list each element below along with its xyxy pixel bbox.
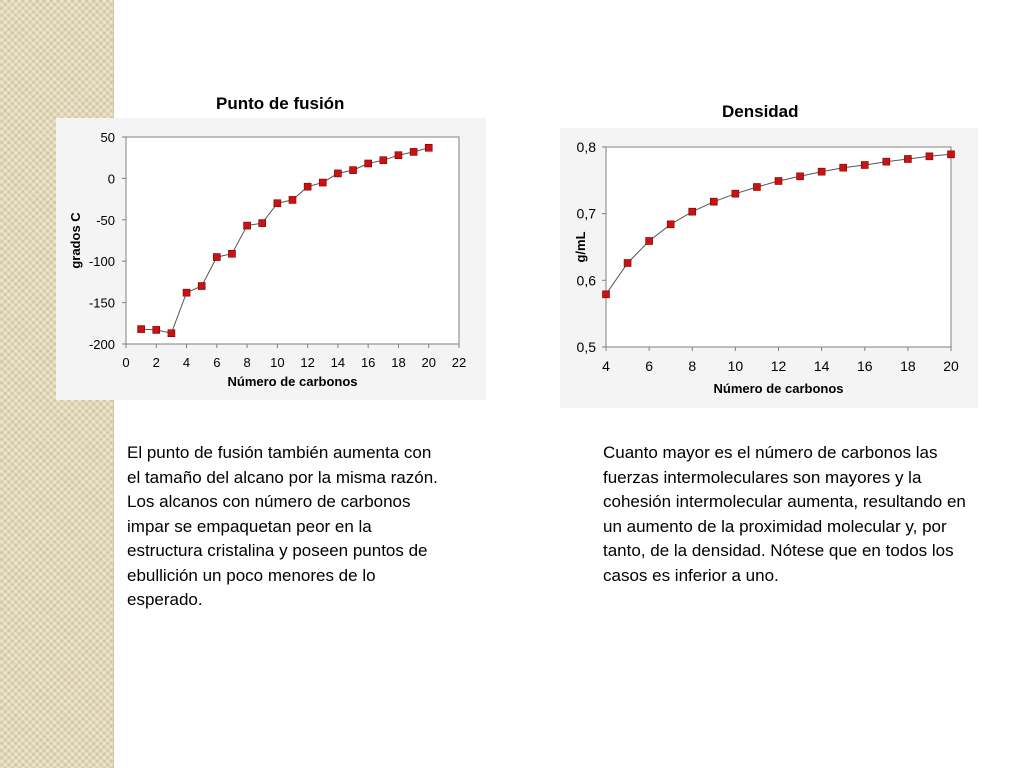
x-tick-label: 8 <box>243 355 251 370</box>
y-tick-label: 0,6 <box>576 272 596 289</box>
x-tick-label: 4 <box>182 355 191 370</box>
x-tick-label: 18 <box>391 355 406 370</box>
x-axis-label: Número de carbonos <box>227 374 358 389</box>
y-axis-label: grados C <box>68 212 83 269</box>
x-tick-label: 14 <box>813 358 830 374</box>
y-tick-label: 0,7 <box>576 205 596 222</box>
x-tick-label: 10 <box>270 355 285 370</box>
data-point <box>646 238 653 245</box>
x-tick-label: 22 <box>451 355 467 370</box>
x-axis-label: Número de carbonos <box>713 381 844 396</box>
data-point <box>350 167 357 174</box>
x-tick-label: 6 <box>645 358 654 374</box>
data-point <box>334 170 341 177</box>
x-tick-label: 2 <box>152 355 160 370</box>
plot-area <box>126 137 459 344</box>
data-point <box>380 157 387 164</box>
data-point <box>753 184 760 191</box>
data-point <box>213 254 220 261</box>
density-chart <box>560 128 978 408</box>
y-tick-label: 0,5 <box>576 339 596 355</box>
data-point <box>710 198 717 205</box>
y-tick-label: 0 <box>107 171 115 187</box>
x-tick-label: 18 <box>900 358 916 374</box>
y-tick-label: 50 <box>100 130 115 145</box>
data-point <box>289 196 296 203</box>
data-point <box>667 221 674 228</box>
x-tick-label: 12 <box>300 355 315 370</box>
data-point <box>948 151 955 158</box>
data-point <box>395 152 402 159</box>
data-point <box>228 250 235 257</box>
chart-title-melting-point: Punto de fusión <box>216 94 345 113</box>
data-point <box>138 326 145 333</box>
y-tick-label: 0,8 <box>576 139 596 155</box>
data-point <box>883 158 890 165</box>
data-point <box>198 283 205 290</box>
data-point <box>775 178 782 185</box>
data-point <box>904 156 911 163</box>
data-point <box>624 260 631 267</box>
x-tick-label: 14 <box>330 355 346 370</box>
x-tick-label: 6 <box>213 355 221 370</box>
y-tick-label: -200 <box>88 337 115 352</box>
data-point <box>840 164 847 171</box>
data-point <box>926 153 933 160</box>
melting-point-chart-svg <box>56 118 486 400</box>
data-point <box>603 291 610 298</box>
x-tick-label: 20 <box>943 358 959 374</box>
x-tick-label: 20 <box>421 355 436 370</box>
y-tick-label: -100 <box>88 254 115 270</box>
data-point <box>732 190 739 197</box>
y-axis-label: g/mL <box>573 231 588 263</box>
data-point <box>797 173 804 180</box>
x-tick-label: 10 <box>727 358 744 374</box>
density-description: Cuanto mayor es el número de carbonos las fuerzas intermoleculares son mayores y la cohesión intermolecular aumenta, resultando en un aumento de la proximidad molecular y, por tanto, de la densidad. Nótese que en todos los casos es inferior a uno. <box>603 443 966 585</box>
data-point <box>319 179 326 186</box>
data-point <box>818 168 825 175</box>
data-point <box>153 326 160 333</box>
density-chart-svg <box>560 128 978 408</box>
x-tick-label: 4 <box>602 358 610 374</box>
x-tick-label: 16 <box>856 358 873 374</box>
melting-point-chart <box>56 118 486 400</box>
data-point <box>689 208 696 215</box>
data-point <box>365 160 372 167</box>
data-point <box>183 289 190 296</box>
chart-title-density: Densidad <box>722 102 799 121</box>
data-point <box>304 183 311 190</box>
data-point <box>410 148 417 155</box>
x-tick-label: 0 <box>122 355 130 370</box>
y-tick-label: -150 <box>88 295 115 311</box>
x-tick-label: 8 <box>688 358 697 374</box>
y-tick-label: -50 <box>96 212 115 228</box>
x-tick-label: 16 <box>360 355 376 370</box>
plot-area <box>606 147 951 347</box>
data-point <box>861 162 868 169</box>
x-tick-label: 12 <box>770 358 787 374</box>
data-point <box>425 144 432 151</box>
data-point <box>259 220 266 227</box>
data-point <box>168 330 175 337</box>
data-point <box>244 222 251 229</box>
data-point <box>274 200 281 207</box>
melting-point-description: El punto de fusión también aumenta con el tamaño del alcano por la misma razón. Los alcanos con número de carbonos impar se empaquetan peor en la estructura cristalina y poseen puntos de ebullición un poco menores de lo esperado. <box>127 443 438 609</box>
